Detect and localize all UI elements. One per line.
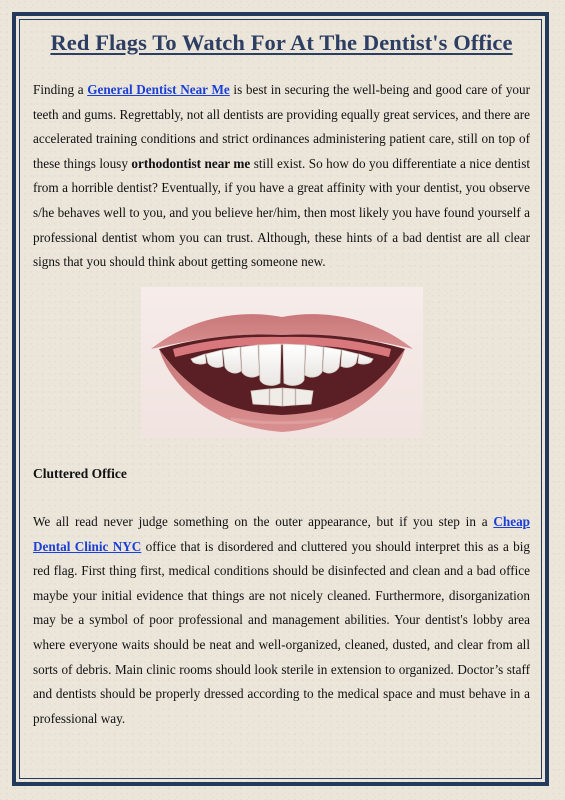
- page-title: Red Flags To Watch For At The Dentist's Office: [50, 30, 513, 55]
- document-content: [33, 30, 530, 726]
- cheap-dental-clinic-link[interactable]: Cheap Dental Clinic NYC: [33, 514, 530, 554]
- intro-text-2: is best in securing the well-being and good care of your teeth and gums. Regrettably, not all dentists are providing equally great services, and there are accelerated training conditions and strict ordinances administering patient care, still on top of these things lousy: [33, 82, 530, 171]
- intro-text-1: Finding a: [33, 82, 88, 97]
- intro-paragraph: [33, 78, 530, 275]
- intro-text-3: still exist. So how do you differentiate a nice dentist from a horrible dentist? Eventually, if you have a great affinity with your dentist, you observe s/he behaves well to you, and you believe her/him, then most likely you have found yourself a professional dentist whom you can trust. Although, these hints of a bad dentist are all clear signs that you should think about getting someone new.: [33, 155, 530, 270]
- section-heading: Cluttered Office: [33, 466, 127, 481]
- section-text-1: We all read never judge something on the outer appearance, but if you step in a: [33, 514, 494, 529]
- orthodontist-keyword: orthodontist near me: [131, 155, 251, 171]
- smile-teeth-image: [141, 287, 423, 438]
- general-dentist-link[interactable]: General Dentist Near Me: [87, 82, 230, 97]
- section-text-2: office that is disordered and cluttered you should interpret this as a big red flag. First thing first, medical conditions should be disinfected and clean and a bad office maybe your initial evidence that things are not nicely cleaned. Furthermore, disorganization may be a symbol of poor professional and management abilities. Your dentist's lobby area where everyone waits should be neat and well-organized, cleaned, dusted, and clear from all sorts of debris. Main clinic rooms should look sterile in extension to organized. Doctor’s staff and dentists should be properly dressed according to the medical space and must behave in a professional way.: [33, 538, 530, 726]
- section-paragraph: [33, 510, 530, 731]
